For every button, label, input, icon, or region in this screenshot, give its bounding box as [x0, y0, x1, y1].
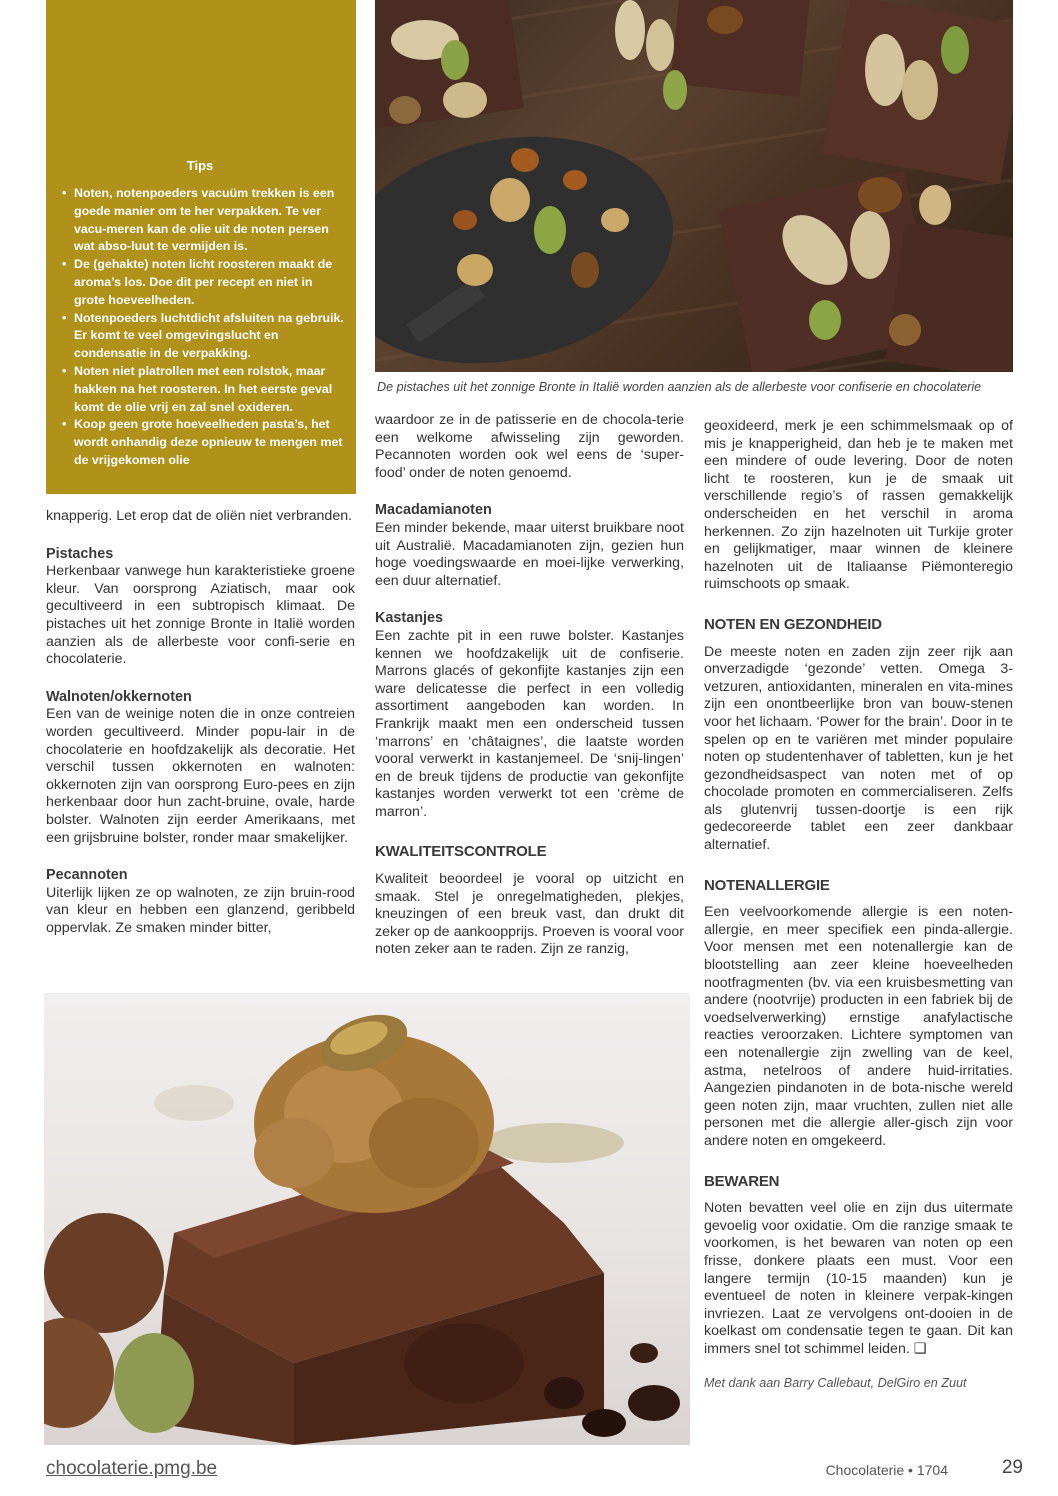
photo-chocolate-nuts — [375, 0, 1013, 372]
paragraph: Uiterlijk lijken ze op walnoten, ze zijn bruin-rood van kleur en hebben een glanzend, geribbeld oppervlak. Ze smaken minder bitter, — [46, 884, 355, 936]
text-column-3 — [704, 418, 1013, 1392]
section-title-gezondheid: NOTEN EN GEZONDHEID — [704, 615, 882, 633]
paragraph: knapperig. Let erop dat de oliën niet verbranden. — [46, 508, 353, 524]
tips-box — [46, 0, 356, 494]
text-column-1 — [46, 508, 355, 937]
paragraph: Herkenbaar vanwege hun karakteristieke groene kleur. Van oorsprong Aziatisch, maar ook gecultiveerd in een subtropisch klimaat. De pistaches uit het zonnige Bronte in Italië worden aanzien als de allerbeste voor confi-serie en chocolaterie. — [46, 563, 355, 668]
paragraph: Een minder bekende, maar uiterst bruikbare noot uit Australië. Macadamianoten zijn, gezien hun hoge voedingswaarde en moei-lijke verwerking, een duur alternatief. — [375, 519, 684, 589]
text-column-2 — [375, 412, 684, 959]
tip-item: • Noten niet platrollen met een rolstok, maar hakken na het roosteren. In het eerste geval komt de olie vrij en zal snel oxideren. — [64, 363, 346, 416]
section-title-macadamia: Macadamianoten — [375, 502, 492, 519]
paragraph: Een van de weinige noten die in onze contreien worden gecultiveerd. Minder popu-lair in de chocolaterie en hoofdzakelijk als decoratie. Het verschil tussen okkernoten en walnoten: okkernoten zijn van oorsprong Euro-pees en zijn herkenbaar door hun zacht-bruine, ovale, harde bolster. Walnoten zijn eerder Amerikaans, met een grijsbruine bolster, ronder maar smakelijker. — [46, 706, 355, 846]
magazine-issue: Chocolaterie • 1704 — [825, 1462, 948, 1478]
tips-list — [54, 185, 346, 470]
section-title-kastanjes: Kastanjes — [375, 610, 443, 627]
website-link[interactable]: chocolaterie.pmg.be — [46, 1458, 218, 1479]
photo-chocolate-walnut — [44, 993, 690, 1445]
tip-item: • De (gehakte) noten licht roosteren maakt de aroma’s los. Doe dit per recept en niet in grote hoeveelheden. — [64, 256, 346, 309]
section-title-walnoten: Walnoten/okkernoten — [46, 688, 192, 705]
paragraph: Kwaliteit beoordeel je vooral op uitzicht en smaak. Stel je onregelmatigheden, plekjes, kneuzingen of een breuk vast, dan drukt dit zeker op de aankoopprijs. Proeven is vooral voor noten zeker aan te raden. Zijn ze ranzig, — [375, 871, 684, 958]
tips-title: Tips — [186, 158, 214, 173]
tip-item: • Noten, notenpoeders vacuüm trekken is een goede manier om te her verpakken. Te ver vacu-meren kan de olie uit de noten persen wat abso-luut te vermijden is. — [64, 185, 346, 256]
paragraph: waardoor ze in de patisserie en de chocola-terie een welkome afwisseling zijn geworden. Pecannoten worden ook wel eens de ‘super-food’ onder de noten genoemd. — [375, 412, 684, 481]
acknowledgement: Met dank aan Barry Callebaut, DelGiro en Zuut — [704, 1375, 967, 1390]
paragraph: Een zachte pit in een ruwe bolster. Kastanjes kennen we hoofdzakelijk uit de confiserie. Marrons glacés of gekonfijte kastanjes zijn een ware delicatesse die perfect in een volledig assortiment aangeboden kan worden. In Frankrijk maakt men een onderscheid tussen ‘marrons’ en ‘châtaignes’, die laatste worden vooral verwerkt in kastanjemeel. De ‘snij-lingen’ en de breuk tijdens de productie van gekonfijte kastanjes worden verwerkt tot een ‘crème de marron’. — [375, 627, 684, 820]
photo-chocolate-nuts-illustration — [375, 0, 1013, 372]
section-title-notenallergie: NOTENALLERGIE — [704, 876, 830, 894]
section-title-pecannoten: Pecannoten — [46, 867, 128, 884]
section-title-kwaliteitscontrole: KWALITEITSCONTROLE — [375, 843, 547, 861]
photo-chocolate-walnut-illustration — [44, 993, 690, 1445]
end-mark: ❑ — [913, 1340, 927, 1357]
bewaren-text: Noten bevatten veel olie en zijn dus uitermate gevoelig voor oxidatie. Om die ranzige smaak te voorkomen, is het bewaren van noten op een frisse, donkere plaats een must. Voor een langere termijn (10-15 maanden) kun je eventueel de noten in kleinere verpak-kingen invriezen. Laat ze vervolgens ont-dooien in de koelkast om condensatie tegen te gaan. Dit kan immers snel tot schimmel leiden. — [704, 1200, 1013, 1357]
tip-item: • Notenpoeders luchtdicht afsluiten na gebruik. Er komt te veel omgevingslucht en condensatie in de verpakking. — [64, 310, 346, 363]
section-title-bewaren: BEWAREN — [704, 1172, 780, 1190]
paragraph: Een veelvoorkomende allergie is een noten-allergie, en meer specifiek een pinda-allergie. Voor mensen met een notenallergie kan de blootstelling aan zeer kleine hoeveelheden nootfragmenten (bv. via een kruisbesmetting van andere (nootvrije) producten in een fabriek bij de voedselverwerking) ernstige anafylactische reacties veroorzaken. Lichtere symptomen van een notenallergie zijn zwelling van de keel, astma, netelroos of andere huid-irritaties. Aangezien pindanoten in de bota-nische wereld geen noten zijn, maar vruchten, zullen niet alle personen met die allergie aller-gisch zijn voor andere noten en omgekeerd. — [704, 904, 1013, 1149]
paragraph — [704, 1200, 1013, 1358]
paragraph: geoxideerd, merk je een schimmelsmaak op of mis je knapperigheid, dan heb je te maken met een mindere of oude levering. Door de noten licht te roosteren, kun je de smaak uit verschillende regio’s of rassen gemakkelijk onderscheiden en het verschil in aroma herkennen. Zo zijn hazelnoten uit Turkije groter en gelijkmatiger, maar winnen de kleinere hazelnoten uit de Italiaanse Piëmonteregio ruimschoots op smaak. — [704, 418, 1013, 593]
page-number: 29 — [1001, 1457, 1023, 1478]
photo-caption: De pistaches uit het zonnige Bronte in Italië worden aanzien als de allerbeste voor confiserie en chocolaterie — [377, 380, 982, 394]
tip-item: • Koop geen grote hoeveelheden pasta’s, het wordt onhandig deze opnieuw te mengen met de vrijgekomen olie — [64, 416, 346, 469]
paragraph: De meeste noten en zaden zijn zeer rijk aan onverzadigde ‘gezonde’ vetten. Omega 3-vetzuren, antioxidanten, mineralen en vita-mines zijn een onontbeerlijke bron van bouw-stenen voor het lichaam. ‘Power for the brain’. Door in te spelen op en te variëren met minder populaire noten op studentenhaver of tabletten, kun je het gezondheidsaspect van noten met of op chocolade promoten en commercialiseren. Zelfs als glutenvrij tussen-doortje is een rijk gedecoreerde tablet een zeer dankbaar alternatief. — [704, 643, 1013, 854]
section-title-pistaches: Pistaches — [46, 545, 114, 562]
